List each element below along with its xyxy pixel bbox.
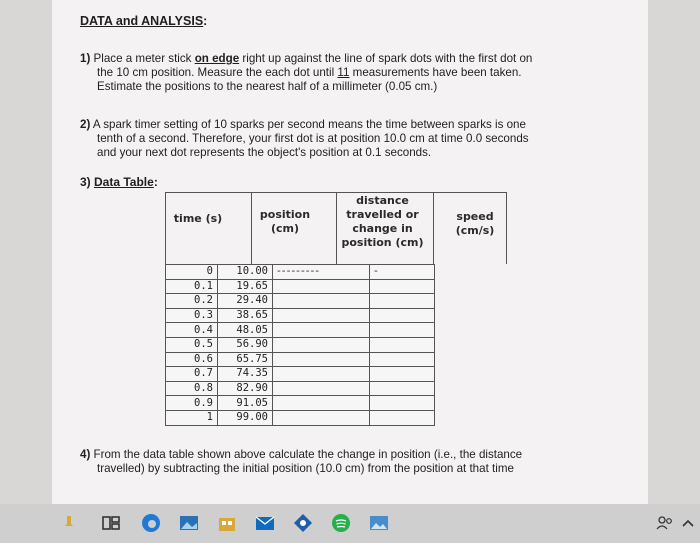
taskbar xyxy=(0,504,700,543)
speed-cell[interactable] xyxy=(370,294,435,309)
table-row xyxy=(166,279,435,294)
speed-cell[interactable] xyxy=(370,308,435,323)
people-icon[interactable] xyxy=(654,512,676,534)
speed-cell[interactable] xyxy=(370,337,435,352)
data-table xyxy=(165,264,435,426)
position-cell[interactable]: 91.05 xyxy=(218,396,273,411)
settings-icon[interactable] xyxy=(292,512,314,534)
task-view-icon[interactable] xyxy=(100,512,122,534)
speed-cell[interactable] xyxy=(370,381,435,396)
speed-cell[interactable] xyxy=(370,323,435,338)
speed-cell[interactable] xyxy=(370,396,435,411)
table-row xyxy=(166,265,435,280)
time-cell[interactable]: 0.7 xyxy=(166,367,218,382)
instruction-1: 1) Place a meter stick on edge right up against the line of spark dots with the first dot on the 10 cm position. Measure the each dot until 11 measurements have been taken. Estimate the positions to the nearest half of a millimeter (0.05 cm.) xyxy=(80,52,533,93)
distance-cell[interactable] xyxy=(273,323,370,338)
distance-cell[interactable] xyxy=(273,396,370,411)
position-cell[interactable]: 38.65 xyxy=(218,308,273,323)
table-row xyxy=(166,294,435,309)
table-divider xyxy=(336,193,337,265)
table-row xyxy=(166,367,435,382)
spotify-icon[interactable] xyxy=(330,512,352,534)
header-position: position (cm) xyxy=(259,208,311,235)
table-divider xyxy=(433,193,434,265)
time-cell[interactable]: 0.5 xyxy=(166,337,218,352)
distance-cell[interactable] xyxy=(273,308,370,323)
table-row xyxy=(166,337,435,352)
position-cell[interactable]: 48.05 xyxy=(218,323,273,338)
distance-cell[interactable] xyxy=(273,279,370,294)
position-cell[interactable]: 99.00 xyxy=(218,410,273,425)
time-cell[interactable]: 0.6 xyxy=(166,352,218,367)
table-row xyxy=(166,410,435,425)
position-cell[interactable]: 19.65 xyxy=(218,279,273,294)
distance-cell[interactable] xyxy=(273,381,370,396)
speed-cell[interactable] xyxy=(370,279,435,294)
image-viewer-icon[interactable] xyxy=(368,512,390,534)
speed-cell[interactable] xyxy=(370,410,435,425)
table-row xyxy=(166,352,435,367)
position-cell[interactable]: 74.35 xyxy=(218,367,273,382)
distance-cell[interactable] xyxy=(273,337,370,352)
section-heading: DATA and ANALYSIS: xyxy=(80,14,208,28)
table-row xyxy=(166,308,435,323)
distance-cell-dash[interactable]: --------- xyxy=(273,265,370,280)
position-cell[interactable]: 56.90 xyxy=(218,337,273,352)
position-cell[interactable]: 82.90 xyxy=(218,381,273,396)
position-cell[interactable]: 65.75 xyxy=(218,352,273,367)
mail-icon[interactable] xyxy=(254,512,276,534)
store-icon[interactable] xyxy=(216,512,238,534)
position-cell[interactable]: 29.40 xyxy=(218,294,273,309)
header-distance: distance travelled or change in position (cm) xyxy=(341,194,424,249)
time-cell[interactable]: 0.3 xyxy=(166,308,218,323)
table-row xyxy=(166,396,435,411)
time-cell[interactable]: 1 xyxy=(166,410,218,425)
instruction-2: 2) A spark timer setting of 10 sparks per second means the time between sparks is one tenth of a second. Therefore, your first dot is at position 10.0 cm at time 0.0 seconds and your next dot represents the object's position at 0.1 seconds. xyxy=(80,118,529,159)
time-cell[interactable]: 0.1 xyxy=(166,279,218,294)
chevron-up-icon[interactable] xyxy=(680,512,696,534)
table-divider xyxy=(251,193,252,265)
header-speed: speed (cm/s) xyxy=(455,210,495,237)
edge-browser-icon[interactable] xyxy=(140,512,162,534)
time-cell[interactable]: 0.2 xyxy=(166,294,218,309)
distance-cell[interactable] xyxy=(273,352,370,367)
header-time: time (s) xyxy=(173,212,223,225)
instruction-4: 4) From the data table shown above calculate the change in position (i.e., the distance travelled) by subtracting the initial position (10.0 cm) from the position at that time xyxy=(80,448,523,475)
table-header-box xyxy=(165,192,507,264)
pin-icon[interactable] xyxy=(62,512,76,534)
distance-cell[interactable] xyxy=(273,367,370,382)
speed-cell[interactable] xyxy=(370,367,435,382)
speed-cell[interactable] xyxy=(370,352,435,367)
time-cell[interactable]: 0.4 xyxy=(166,323,218,338)
photos-icon[interactable] xyxy=(178,512,200,534)
time-cell[interactable]: 0.9 xyxy=(166,396,218,411)
time-cell[interactable]: 0.8 xyxy=(166,381,218,396)
time-cell[interactable]: 0 xyxy=(166,265,218,280)
table-row xyxy=(166,381,435,396)
distance-cell[interactable] xyxy=(273,294,370,309)
speed-cell-dash[interactable]: - xyxy=(370,265,435,280)
data-table-label: 3) Data Table: xyxy=(80,175,158,189)
table-row xyxy=(166,323,435,338)
position-cell[interactable]: 10.00 xyxy=(218,265,273,280)
distance-cell[interactable] xyxy=(273,410,370,425)
